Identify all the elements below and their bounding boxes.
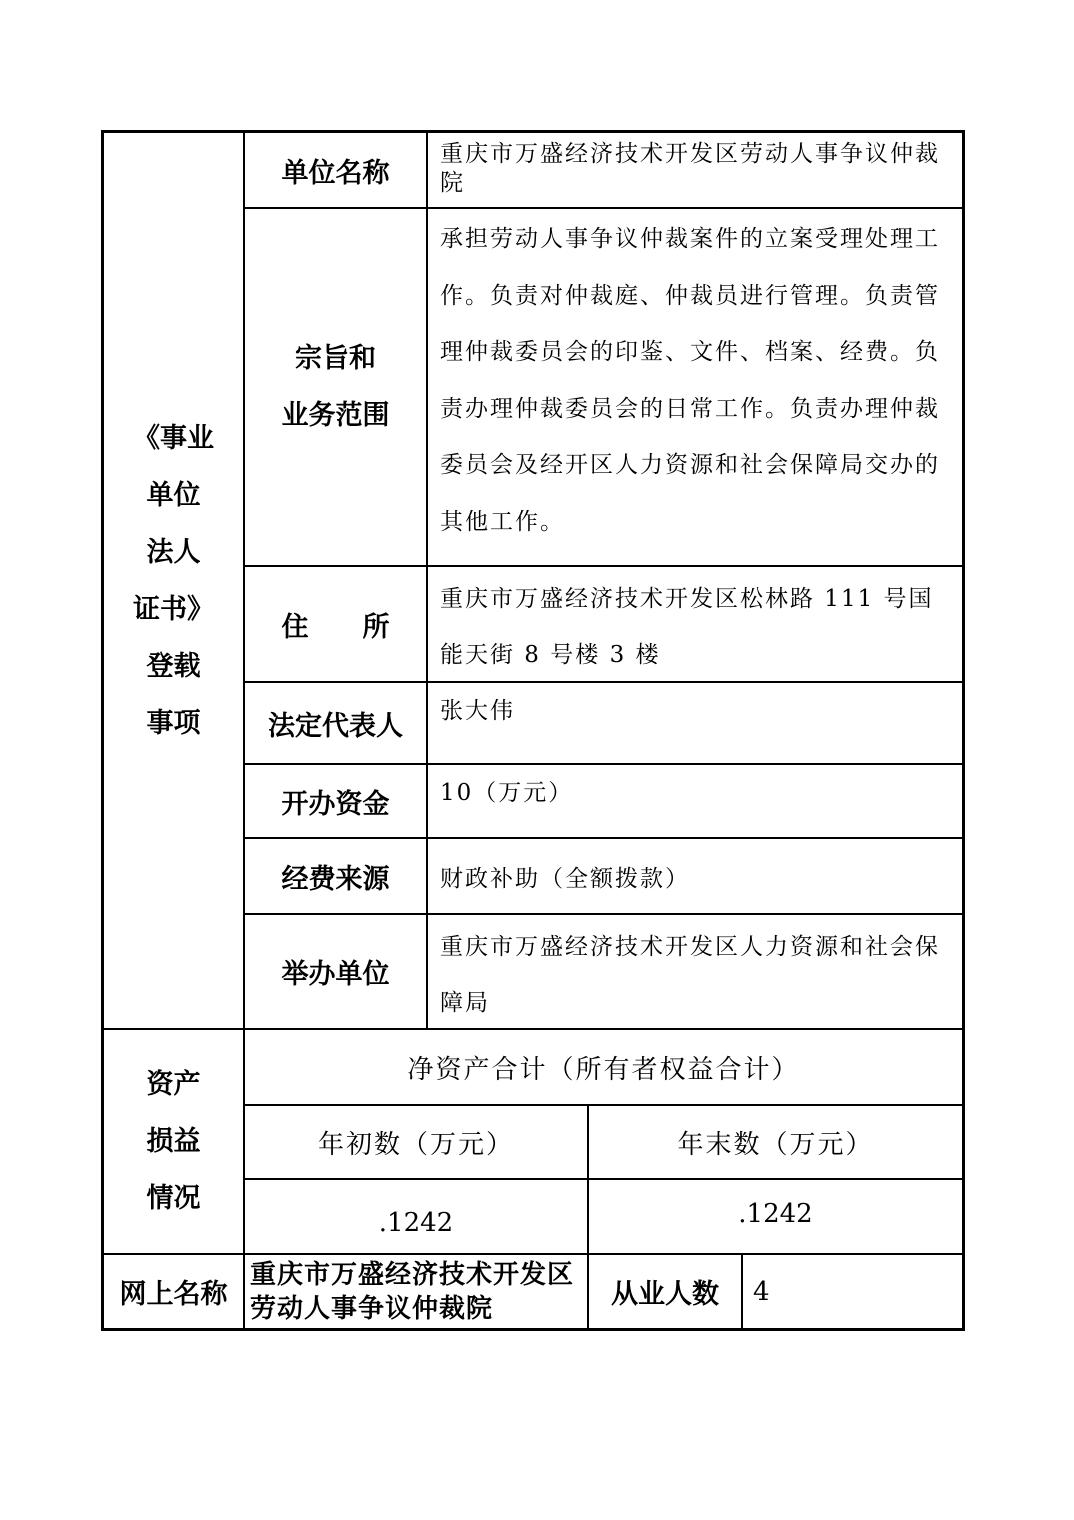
registration-section-label <box>104 133 243 1028</box>
section-label-line: 法人 <box>146 536 201 568</box>
capital-label: 开办资金 <box>281 788 390 820</box>
capital-value: 10（万元） <box>440 780 574 806</box>
funding-value: 财政补助（全额拨款） <box>440 865 690 892</box>
assets-label-line: 损益 <box>146 1126 201 1157</box>
sponsor-value: 重庆市万盛经济技术开发区人力资源和社会保障局 <box>440 934 940 1016</box>
section-label-line: 《事业 <box>133 422 214 454</box>
funding-label: 经费来源 <box>281 863 390 895</box>
begin-year-value: .1242 <box>378 1207 454 1238</box>
end-year-value: .1242 <box>738 1198 813 1229</box>
online-name-label: 网上名称 <box>119 1279 228 1310</box>
purpose-label-line: 业务范围 <box>281 400 390 431</box>
address-value: 重庆市万盛经济技术开发区松林路 111 号国能天街 8 号楼 3 楼 <box>440 586 934 668</box>
assets-section-label <box>104 1030 243 1253</box>
section-label-line: 单位 <box>146 479 201 511</box>
purpose-value: 承担劳动人事争议仲裁案件的立案受理处理工作。负责对仲裁庭、仲裁员进行管理。负责管理仲裁委员会的印鉴、文件、档案、经费。负责办理仲裁委员会的日常工作。负责办理仲裁委员会及经开区人力资源和社会保障局交办的其他工作。 <box>440 226 940 535</box>
assets-label-line: 资产 <box>146 1069 201 1100</box>
end-year-label: 年末数（万元） <box>677 1129 874 1160</box>
address-label: 住 所 <box>281 611 390 643</box>
assets-label-line: 情况 <box>146 1183 201 1214</box>
section-label-line: 事项 <box>146 707 201 739</box>
purpose-label-line: 宗旨和 <box>295 343 376 374</box>
legal-rep-value: 张大伟 <box>440 698 515 724</box>
staff-count-value: 4 <box>753 1276 770 1307</box>
purpose-label <box>245 209 426 565</box>
unit-name-value: 重庆市万盛经济技术开发区劳动人事争议仲裁院 <box>440 141 940 196</box>
section-label-line: 证书》 <box>133 593 214 625</box>
begin-year-label: 年初数（万元） <box>317 1129 514 1160</box>
net-assets-header: 净资产合计（所有者权益合计） <box>407 1054 800 1085</box>
section-label-line: 登载 <box>146 650 201 682</box>
sponsor-label: 举办单位 <box>281 959 390 990</box>
online-name-value: 重庆市万盛经济技术开发区劳动人事争议仲裁院 <box>250 1260 575 1324</box>
staff-count-label: 从业人数 <box>611 1279 719 1310</box>
unit-name-label: 单位名称 <box>281 157 390 189</box>
legal-rep-label: 法定代表人 <box>268 710 403 742</box>
